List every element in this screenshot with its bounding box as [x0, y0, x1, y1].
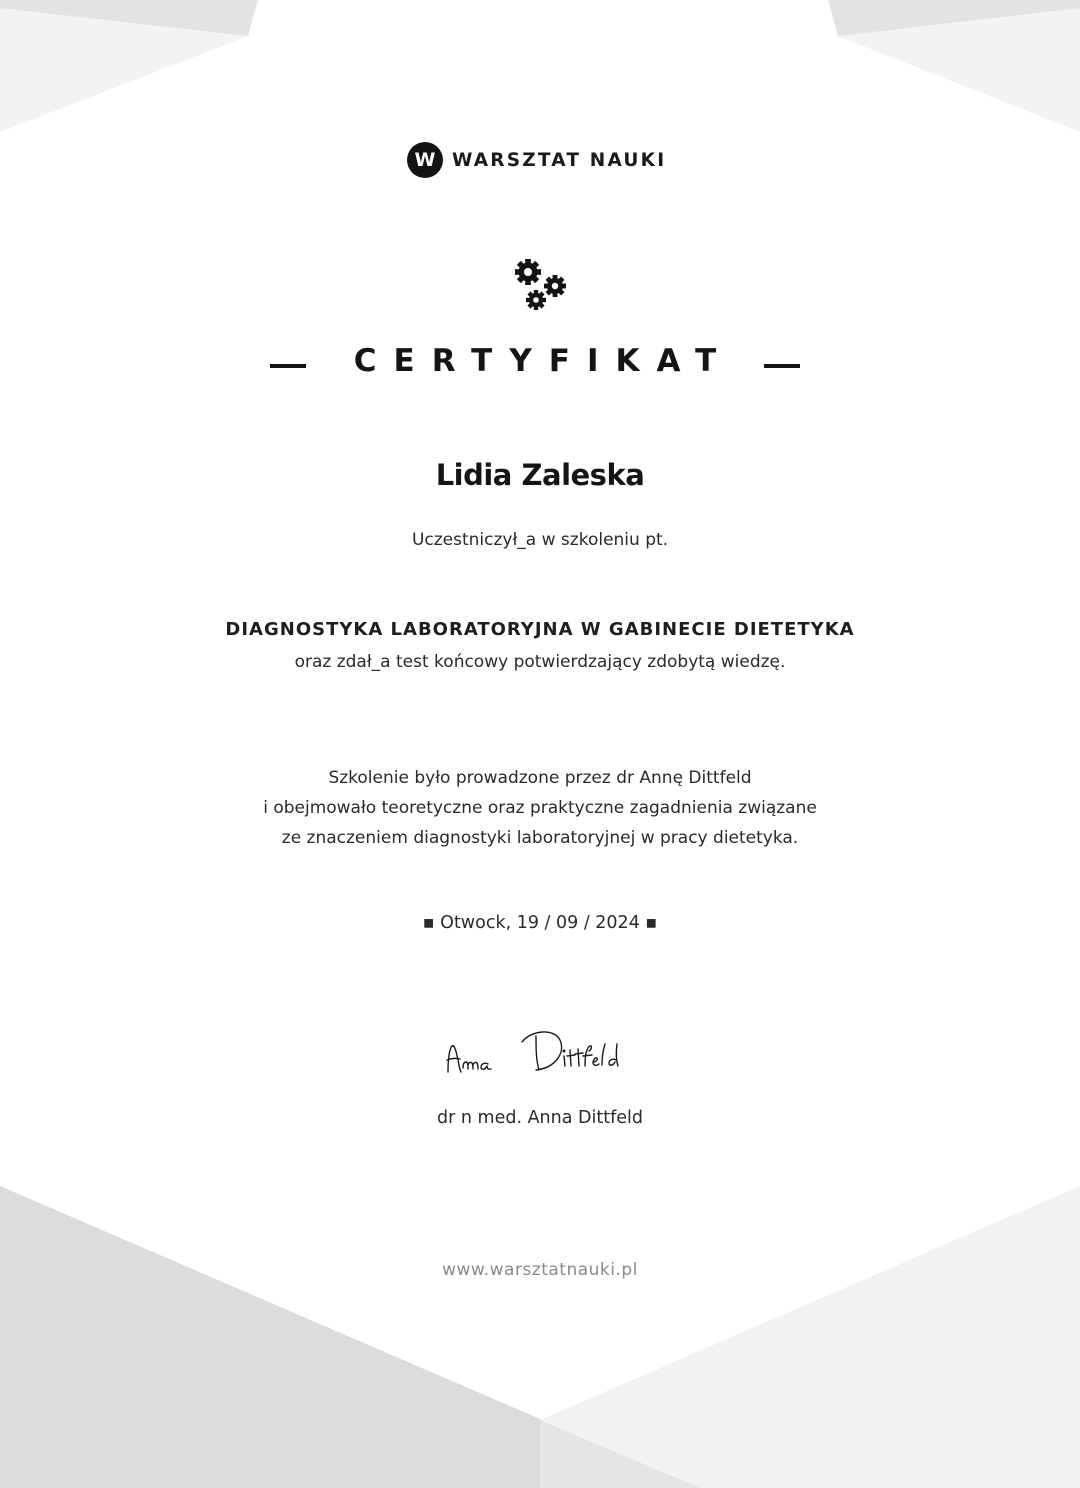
brand-logo: [407, 141, 666, 179]
intro-line: Uczestniczył_a w szkoleniu pt.: [411, 530, 669, 550]
gear-bottom: [522, 286, 550, 312]
place-and-date: ▪ Otwock, 19 / 09 / 2024 ▪: [422, 913, 658, 933]
gear-large: [510, 256, 546, 290]
course-title: DIAGNOSTYKA LABORATORYJNA W GABINECIE DIETETYKA: [225, 619, 855, 640]
handwritten-signature: [436, 1020, 646, 1082]
brand-name: WARSZTAT NAUKI: [452, 149, 667, 171]
signer-name: dr n med. Anna Dittfeld: [437, 1108, 643, 1128]
website-url: www.warsztatnauki.pl: [442, 1260, 638, 1280]
gear-right: [539, 270, 570, 301]
logo-mark-icon: W: [407, 142, 443, 178]
description-line: Szkolenie było prowadzone przez dr Annę Dittfeld: [328, 768, 752, 788]
gears-icon: [510, 256, 570, 312]
certificate-title-text: CERTYFIKAT: [353, 343, 734, 379]
description-line: ze znaczeniem diagnostyki laboratoryjnej w pracy dietetyka.: [281, 828, 799, 848]
recipient-name: Lidia Zaleska: [435, 458, 645, 492]
title-dash-right: [764, 364, 800, 368]
passed-line: oraz zdał_a test końcowy potwierdzający zdobytą wiedzę.: [294, 652, 786, 672]
panel-bottom-right: [540, 1186, 1080, 1488]
course-description: [0, 763, 1080, 853]
certificate-title: [270, 343, 800, 387]
description-line: i obejmowało teoretyczne oraz praktyczne zagadnienia związane: [263, 798, 817, 818]
